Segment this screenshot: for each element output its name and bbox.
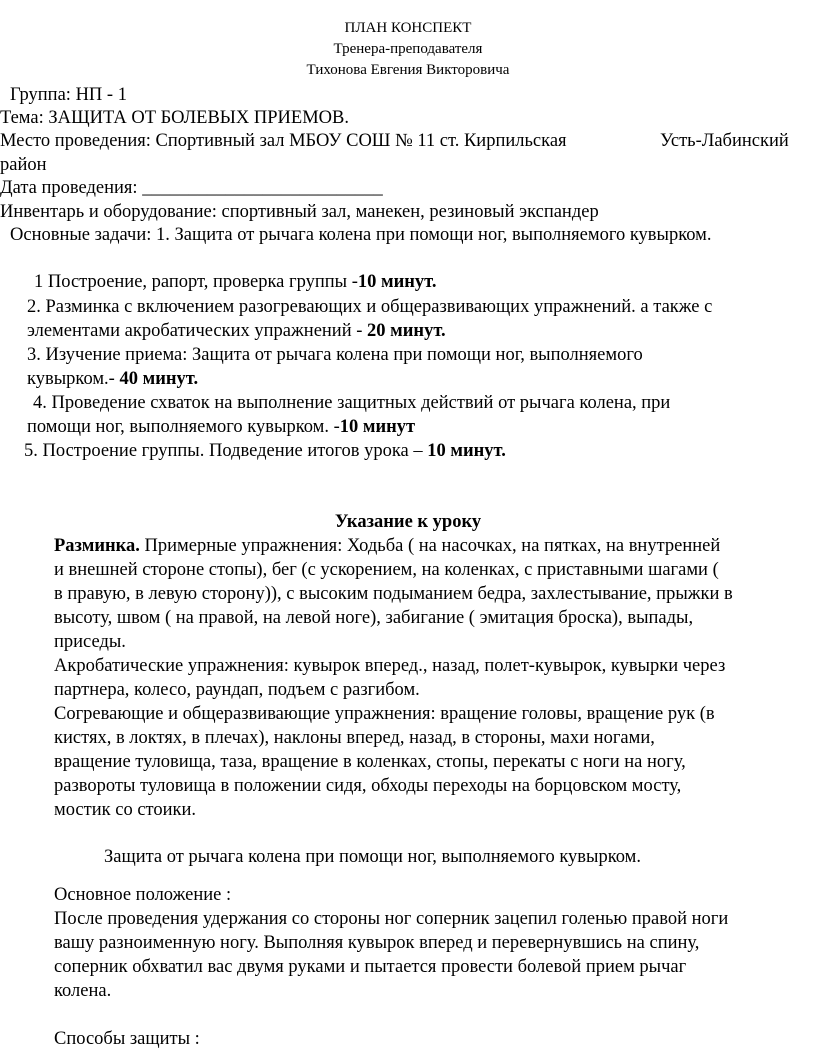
plan-item-3: 3. Изучение приема: Защита от рычага колена при помощи ног, выполняемого xyxy=(27,345,643,365)
header-line-3: Тихонова Евгения Викторовича xyxy=(306,62,510,78)
position-line-1: После проведения удержания со стороны ног соперник зацепил голенью правой ноги xyxy=(54,909,729,929)
header-line-1: ПЛАН КОНСПЕКТ xyxy=(344,20,472,36)
equipment-line: Инвентарь и оборудование: спортивный зал, манекен, резиновый экспандер xyxy=(0,202,599,222)
position-title: Основное положение : xyxy=(54,885,232,905)
warmup-line-2: и внешней стороне стопы), бег (с ускорением, на коленках, с приставными шагами ( xyxy=(54,560,719,580)
position-line-4: колена. xyxy=(54,981,112,1001)
group-line: Группа: НП - 1 xyxy=(10,85,127,105)
plan-item-4: 4. Проведение схваток на выполнение защитных действий от рычага колена, при xyxy=(33,393,671,413)
place-line: Место проведения: Спортивный зал МБОУ СОШ № 11 ст. Кирпильская xyxy=(0,131,567,151)
technique-subtitle: Защита от рычага колена при помощи ног, выполняемого кувырком. xyxy=(104,847,641,867)
warmup-line-3: в правую, в левую сторону)), с высоким подыманием бедра, захлестывание, прыжки в xyxy=(54,584,733,604)
guidance-title: Указание к уроку xyxy=(334,512,482,532)
plan-item-1: 1 Построение, рапорт, проверка группы -10 минут. xyxy=(34,272,437,292)
general-line-2: кистях, в локтях, в плечах), наклоны вперед, назад, в стороны, махи ногами, xyxy=(54,728,655,748)
place-region: район xyxy=(0,155,47,175)
plan-item-3-cont: кувырком.- 40 минут. xyxy=(27,369,199,389)
tasks-line: Основные задачи: 1. Защита от рычага колена при помощи ног, выполняемого кувырком. xyxy=(10,225,712,245)
position-line-2: вашу разноименную ногу. Выполняя кувырок вперед и перевернувшись на спину, xyxy=(54,933,700,953)
warmup-line-1: Разминка. Примерные упражнения: Ходьба ( на насочках, на пятках, на внутренней xyxy=(54,536,721,556)
header-line-2: Тренера-преподавателя xyxy=(333,41,483,57)
plan-item-4-time: 10 минут xyxy=(339,417,416,437)
plan-item-5-time: 10 минут. xyxy=(427,441,506,461)
plan-item-4-cont: помощи ног, выполняемого кувырком. -10 минут xyxy=(27,417,416,437)
place-district: Усть-Лабинский xyxy=(660,131,789,151)
plan-item-2-time: 20 минут. xyxy=(367,321,446,341)
warmup-line-5: приседы. xyxy=(54,632,126,652)
acro-line-1: Акробатические упражнения: кувырок вперед., назад, полет-кувырок, кувырки через xyxy=(54,656,726,676)
plan-item-1-time: 10 минут. xyxy=(357,272,437,292)
general-line-5: мостик со стоики. xyxy=(54,800,197,820)
general-line-4: развороты туловища в положении сидя, обходы переходы на борцовском мосту, xyxy=(54,776,682,796)
theme-line: Тема: ЗАЩИТА ОТ БОЛЕВЫХ ПРИЕМОВ. xyxy=(0,108,349,128)
general-line-1: Согревающие и общеразвивающие упражнения: вращение головы, вращение рук (в xyxy=(54,704,715,724)
date-line: Дата проведения: __________________________ xyxy=(0,178,383,198)
plan-item-2-cont: элементами акробатических упражнений - 20 минут. xyxy=(27,321,446,341)
plan-item-5: 5. Построение группы. Подведение итогов урока – 10 минут. xyxy=(24,441,506,461)
warmup-line-4: высоту, швом ( на правой, на левой ноге), забигание ( эмитация броска), выпады, xyxy=(54,608,694,628)
general-line-3: вращение туловища, таза, вращение в коленках, стопы, перекаты с ноги на ногу, xyxy=(54,752,686,772)
position-line-3: соперник обхватил вас двумя руками и пытается провести болевой прием рычаг xyxy=(54,957,687,977)
plan-item-3-time: 40 минут. xyxy=(119,369,199,389)
plan-item-2: 2. Разминка с включением разогревающих и общеразвивающих упражнений. а также с xyxy=(27,297,713,317)
acro-line-2: партнера, колесо, раундап, подъем с разгибом. xyxy=(54,680,420,700)
defense-methods-title: Способы защиты : xyxy=(54,1029,200,1049)
